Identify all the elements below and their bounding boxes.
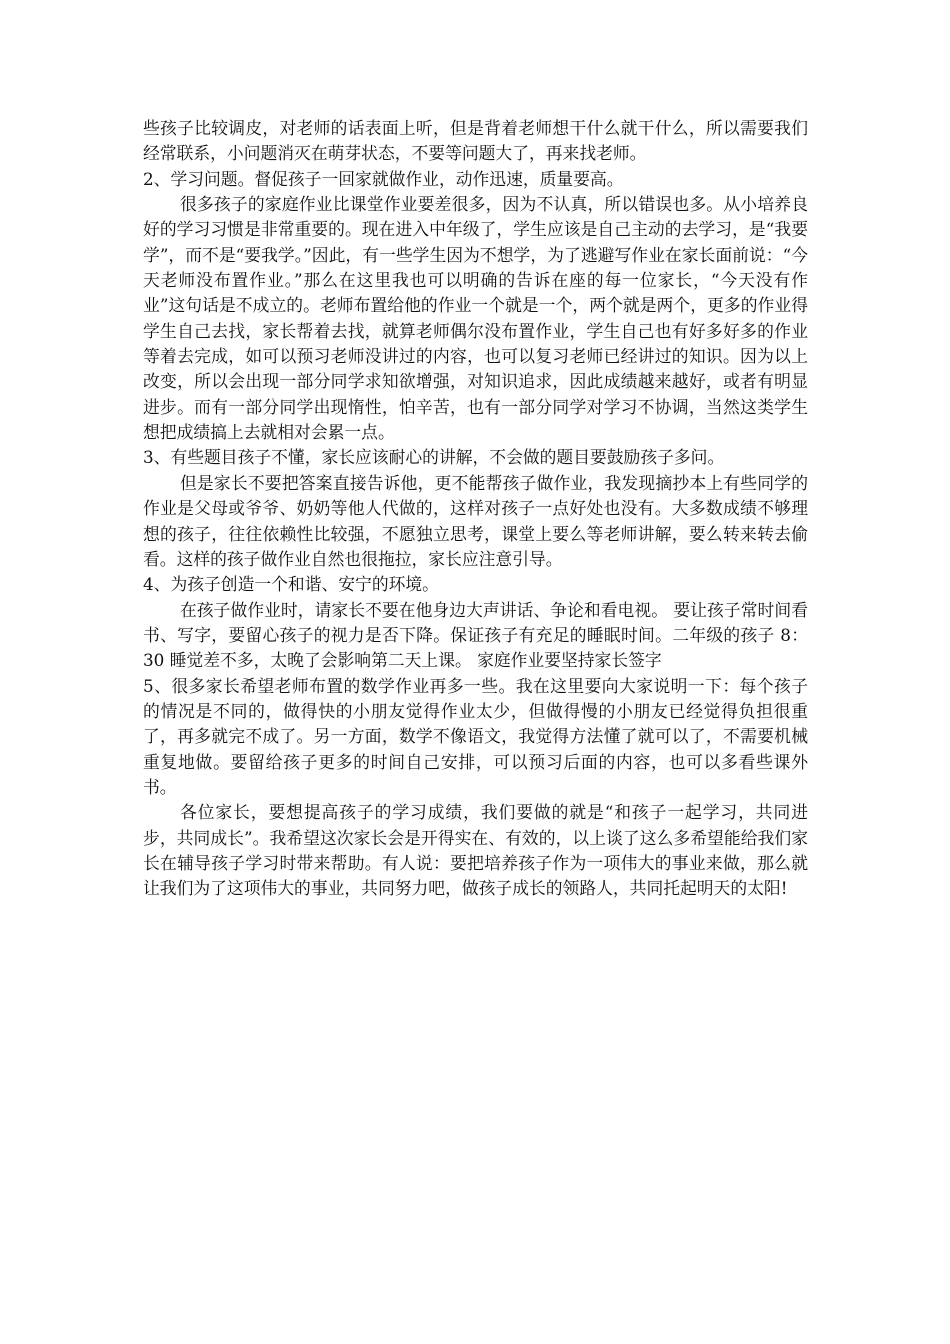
paragraph-answers: 但是家长不要把答案直接告诉他，更不能帮孩子做作业，我发现摘抄本上有些同学的作业是父母或爷爷、奶奶等他人代做的，这样对孩子一点好处也没有。大多数成绩不够理想的孩子，往往依赖性比较强，不愿独立思考，课堂上要么等老师讲解，要么转来转去偷看。这样的孩子做作业自然也很拖拉，家长应注意引导。 [143,472,808,569]
heading-item-5: 5、很多家长希望老师布置的数学作业再多一些。我在这里要向大家说明一下：每个孩子的情况是不同的，做得快的小朋友觉得作业太少，但做得慢的小朋友已经觉得负担很重了，再多就完不成了。另一方面，数学不像语文，我觉得方法懂了就可以了，不需要机械重复地做。要留给孩子更多的时间自己安排，可以预习后面的内容，也可以多看些课外书。 [143,675,808,797]
paragraph-environment: 在孩子做作业时，请家长不要在他身边大声讲话、争论和看电视。 要让孩子常时间看书、写字，要留心孩子的视力是否下降。保证孩子有充足的睡眠时间。二年级的孩子 8：30 睡觉差不多，太晚了会影响第二天上课。 家庭作业要坚持家长签字 [143,599,808,671]
paragraph-closing: 各位家长，要想提高孩子的学习成绩，我们要做的就是“和孩子一起学习，共同进步，共同成长”。我希望这次家长会是开得实在、有效的，以上谈了这么多希望能给我们家长在辅导孩子学习时带来帮助。有人说：要把培养孩子作为一项伟大的事业来做，那么就让我们为了这项伟大的事业，共同努力吧，做孩子成长的领路人，共同托起明天的太阳! [143,802,808,899]
paragraph-homework: 很多孩子的家庭作业比课堂作业要差很多，因为不认真，所以错误也多。从小培养良好的学习习惯是非常重要的。现在进入中年级了，学生应该是自己主动的去学习，是“我要学”，而不是“要我学。”因此，有一些学生因为不想学，为了逃避写作业在家长面前说：“今天老师没布置作业。”那么在这里我也可以明确的告诉在座的每一位家长，“今天没有作业”这句话是不成立的。老师布置给他的作业一个就是一个，两个就是两个，更多的作业得学生自己去找，家长帮着去找，就算老师偶尔没布置作业，学生自己也有好多好多的作业等着去完成，如可以预习老师没讲过的内容，也可以复习老师已经讲过的知识。因为以上改变，所以会出现一部分同学求知欲增强，对知识追求，因此成绩越来越好，或者有明显进步。而有一部分同学出现惰性，怕辛苦，也有一部分同学对学习不协调，当然这类学生想把成绩搞上去就相对会累一点。 [143,194,808,443]
heading-item-3: 3、有些题目孩子不懂，家长应该耐心的讲解，不会做的题目要鼓励孩子多问。 [143,447,725,468]
heading-item-4: 4、为孩子创造一个和谐、安宁的环境。 [143,574,439,595]
document-page [143,116,808,902]
heading-item-2: 2、学习问题。督促孩子一回家就做作业，动作迅速，质量要高。 [143,168,624,189]
paragraph-continuation: 些孩子比较调皮，对老师的话表面上听，但是背着老师想干什么就干什么，所以需要我们经常联系，小问题消灭在萌芽状态，不要等问题大了，再来找老师。 [143,118,808,164]
